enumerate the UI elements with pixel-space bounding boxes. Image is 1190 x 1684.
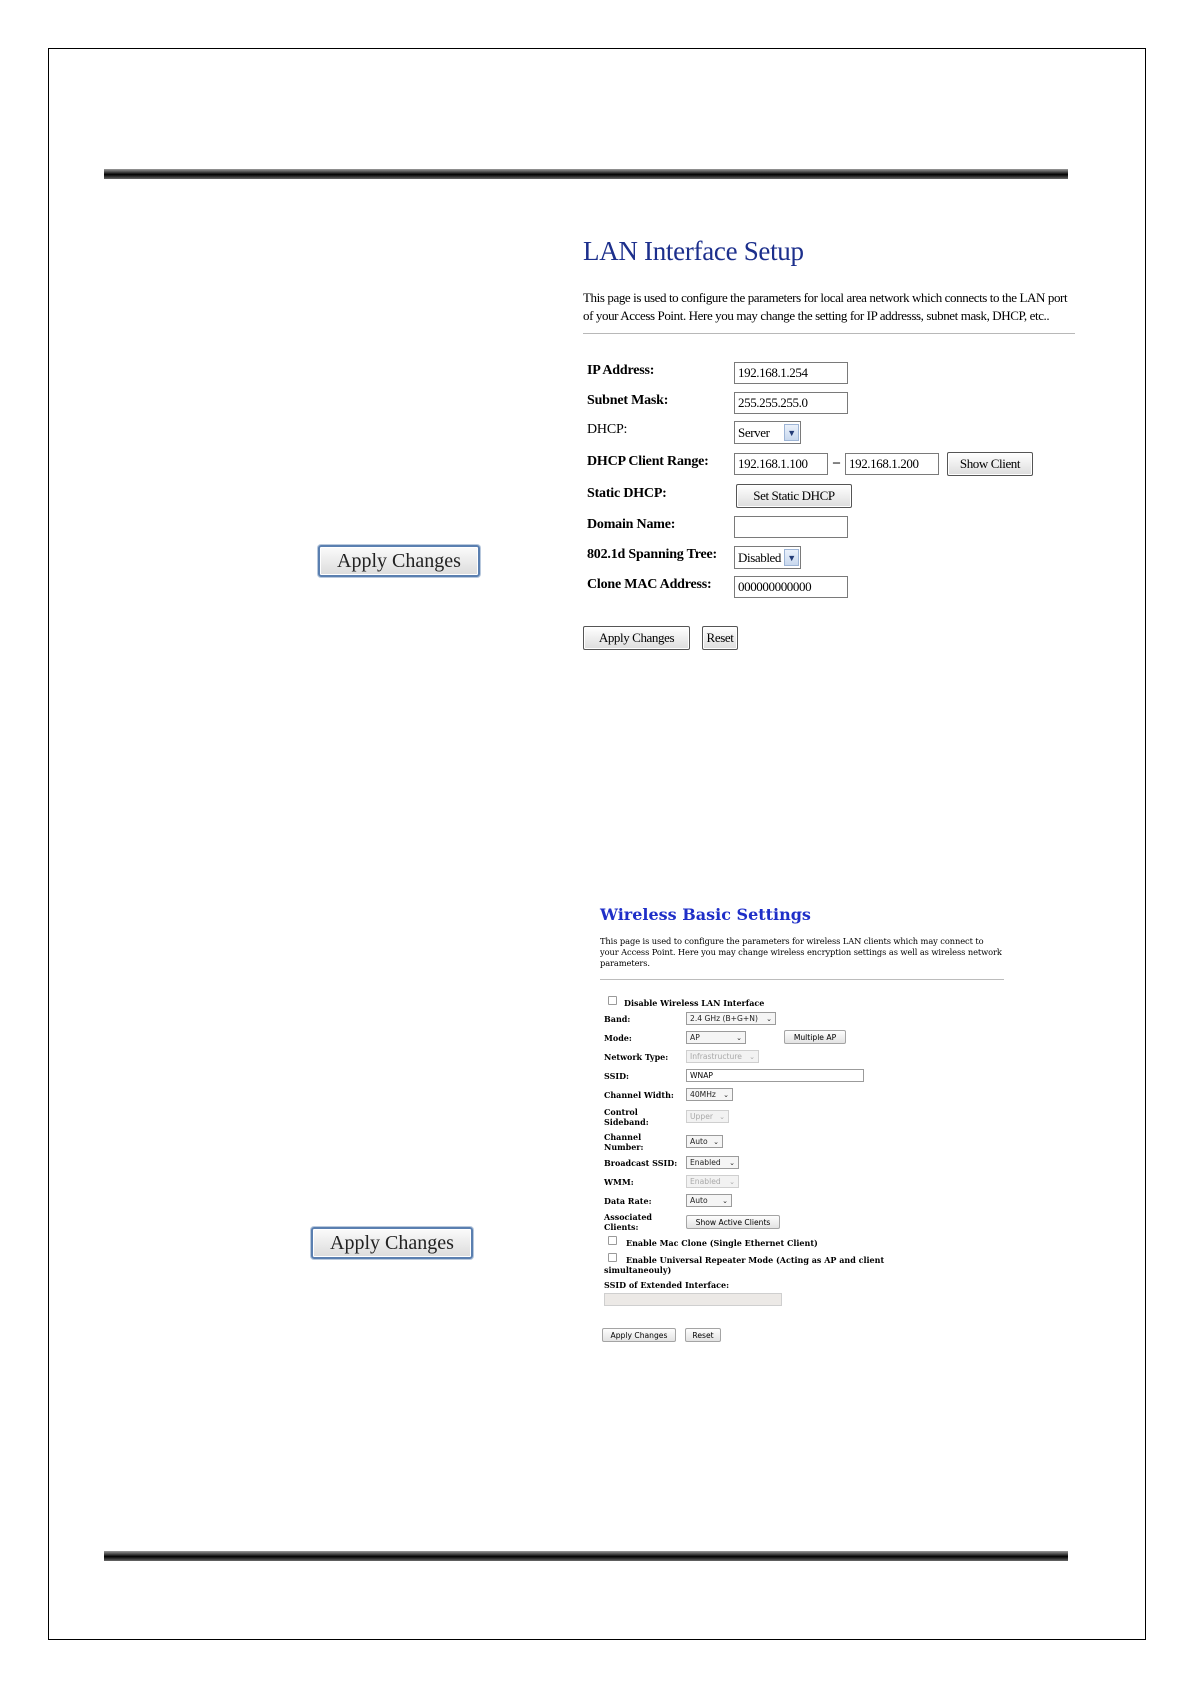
lan-page-title: LAN Interface Setup	[583, 236, 804, 266]
band-value: 2.4 GHz (B+G+N)	[690, 1014, 758, 1023]
apply-changes-button-sample-2[interactable]: Apply Changes	[311, 1227, 473, 1259]
channel-width-select[interactable]	[686, 1088, 733, 1101]
dhcp-client-range-label: DHCP Client Range:	[587, 454, 709, 469]
multiple-ap-button[interactable]: Multiple AP	[784, 1030, 846, 1044]
subnet-mask-field[interactable]: 255.255.255.0	[734, 392, 848, 414]
ssid-label: SSID:	[604, 1071, 630, 1081]
dhcp-range-end-field[interactable]: 192.168.1.200	[845, 453, 939, 475]
control-sideband-select[interactable]	[686, 1110, 729, 1123]
clone-mac-field[interactable]: 000000000000	[734, 576, 848, 598]
chevron-down-icon: ▼	[784, 424, 799, 441]
chevron-down-icon: ⌄	[736, 1033, 742, 1042]
channel-number-value: Auto	[690, 1137, 708, 1146]
show-client-button[interactable]: Show Client	[947, 452, 1033, 476]
footer-rule	[104, 1551, 1068, 1561]
ssid-extended-field[interactable]	[604, 1293, 782, 1306]
ssid-field[interactable]: WNAP	[686, 1069, 864, 1082]
mode-select[interactable]	[686, 1031, 746, 1044]
band-select[interactable]	[686, 1012, 776, 1025]
channel-number-label: Channel Number:	[604, 1132, 644, 1152]
data-rate-select[interactable]	[686, 1194, 732, 1207]
chevron-down-icon: ⌄	[766, 1014, 772, 1023]
range-separator: –	[833, 455, 840, 470]
domain-name-field[interactable]	[734, 516, 848, 538]
associated-clients-label: Associated Clients:	[604, 1212, 653, 1232]
dhcp-select[interactable]	[734, 421, 801, 444]
header-rule	[104, 169, 1068, 179]
mac-clone-label: Enable Mac Clone (Single Ethernet Client)	[626, 1238, 818, 1248]
wireless-description: This page is used to configure the parameters for wireless LAN clients which may connect to your Access Point. Here you may change wireless encryption settings as well as wireless network parameters.	[600, 936, 1002, 968]
disable-wlan-label: Disable Wireless LAN Interface	[624, 998, 765, 1008]
mac-clone-checkbox[interactable]	[608, 1236, 617, 1245]
show-active-clients-button[interactable]: Show Active Clients	[686, 1215, 780, 1229]
ip-address-label: IP Address:	[587, 363, 655, 378]
channel-number-select[interactable]	[686, 1135, 723, 1148]
dhcp-label: DHCP:	[587, 422, 628, 437]
chevron-down-icon: ⌄	[729, 1177, 735, 1186]
chevron-down-icon: ⌄	[719, 1112, 725, 1121]
network-type-value: Infrastructure	[690, 1052, 742, 1061]
apply-changes-button-sample[interactable]: Apply Changes	[318, 545, 480, 577]
ssid-extended-label: SSID of Extended Interface:	[604, 1280, 730, 1290]
dhcp-select-value: Server	[738, 424, 770, 440]
wmm-select[interactable]	[686, 1175, 739, 1188]
lan-apply-changes-button[interactable]: Apply Changes	[583, 626, 690, 650]
network-type-select[interactable]	[686, 1050, 759, 1063]
broadcast-ssid-value: Enabled	[690, 1158, 721, 1167]
domain-name-label: Domain Name:	[587, 517, 676, 532]
mode-value: AP	[690, 1033, 700, 1042]
control-sideband-label: Control Sideband:	[604, 1107, 649, 1127]
wireless-apply-changes-button[interactable]: Apply Changes	[602, 1328, 676, 1342]
repeater-label: Enable Universal Repeater Mode (Acting as AP and client simultaneouly)	[604, 1255, 885, 1275]
chevron-down-icon: ⌄	[722, 1196, 728, 1205]
clone-mac-label: Clone MAC Address:	[587, 577, 712, 592]
lan-description: This page is used to configure the parameters for local area network which connects to the LAN port of your Access Point. Here you may change the setting for IP addresss, subnet mask, DHCP, etc..	[583, 290, 1068, 323]
wmm-label: WMM:	[604, 1177, 634, 1187]
data-rate-value: Auto	[690, 1196, 708, 1205]
ip-address-field[interactable]: 192.168.1.254	[734, 362, 848, 384]
lan-reset-button[interactable]: Reset	[702, 626, 738, 650]
wireless-page-title: Wireless Basic Settings	[600, 905, 811, 924]
wireless-basic-panel	[600, 905, 1004, 1340]
wmm-value: Enabled	[690, 1177, 721, 1186]
channel-width-value: 40MHz	[690, 1090, 716, 1099]
broadcast-ssid-label: Broadcast SSID:	[604, 1158, 678, 1168]
disable-wlan-checkbox[interactable]	[608, 996, 617, 1005]
static-dhcp-label: Static DHCP:	[587, 486, 667, 501]
network-type-label: Network Type:	[604, 1052, 669, 1062]
spanning-tree-value: Disabled	[738, 549, 782, 565]
data-rate-label: Data Rate:	[604, 1196, 652, 1206]
control-sideband-value: Upper	[690, 1112, 713, 1121]
chevron-down-icon: ⌄	[723, 1090, 729, 1099]
dhcp-range-start-field[interactable]: 192.168.1.100	[734, 453, 828, 475]
spanning-tree-label: 802.1d Spanning Tree:	[587, 547, 718, 562]
spanning-tree-select[interactable]	[734, 546, 801, 569]
subnet-mask-label: Subnet Mask:	[587, 393, 669, 408]
chevron-down-icon: ⌄	[729, 1158, 735, 1167]
channel-width-label: Channel Width:	[604, 1090, 674, 1100]
chevron-down-icon: ⌄	[749, 1052, 755, 1061]
chevron-down-icon: ▼	[784, 549, 799, 566]
lan-interface-panel	[583, 236, 1075, 645]
wireless-reset-button[interactable]: Reset	[685, 1328, 721, 1342]
band-label: Band:	[604, 1014, 631, 1024]
mode-label: Mode:	[604, 1033, 632, 1043]
chevron-down-icon: ⌄	[713, 1137, 719, 1146]
broadcast-ssid-select[interactable]	[686, 1156, 739, 1169]
set-static-dhcp-button[interactable]: Set Static DHCP	[736, 484, 852, 508]
